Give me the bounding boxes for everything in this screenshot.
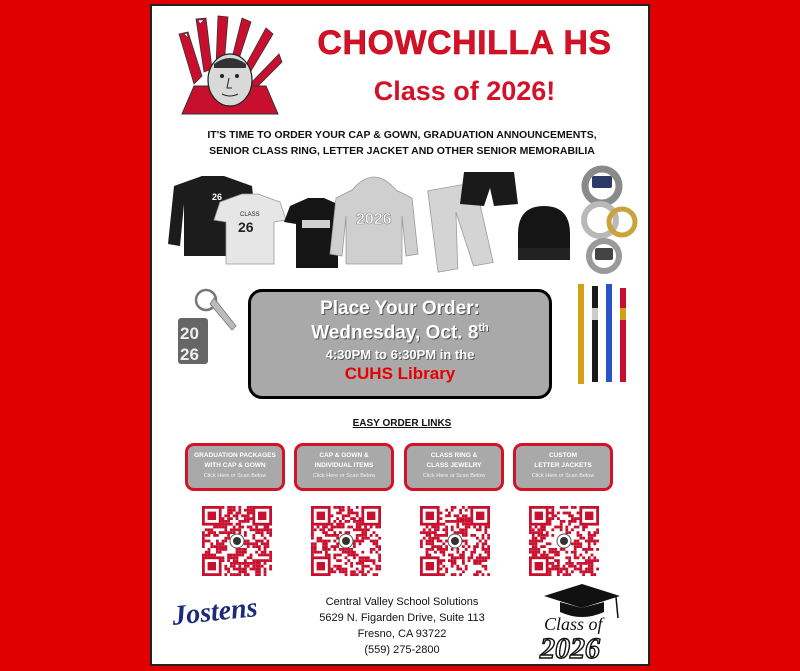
button-subtext: Click Here or Scan Below <box>531 473 595 479</box>
street-address: 5629 N. Figarden Drive, Suite 113 <box>319 612 485 624</box>
hoodie-text: 2026 <box>356 211 392 228</box>
flyer <box>150 4 650 666</box>
order-info-box <box>248 289 552 399</box>
button-line-2: INDIVIDUAL ITEMS <box>314 462 374 469</box>
tassels-image <box>572 280 640 388</box>
phone-number: (559) 275-2800 <box>364 644 440 656</box>
class-year-title: Class of 2026! <box>373 76 556 106</box>
class-of-2026-logo <box>530 578 640 664</box>
button-subtext: Click Here or Scan Below <box>312 473 376 479</box>
button-line-2: LETTER JACKETS <box>534 462 592 469</box>
merchandise-image <box>162 164 642 276</box>
order-date-text: Wednesday, Oct. 8 <box>311 322 479 344</box>
order-title: Place Your Order: <box>320 298 480 319</box>
button-line-1: CUSTOM <box>548 452 578 459</box>
gray-hoodie-image <box>330 177 418 264</box>
button-subtext: Click Here or Scan Below <box>203 473 267 479</box>
order-time: 4:30PM to 6:30PM in the <box>325 347 475 363</box>
button-line-1: CAP & GOWN & <box>319 452 369 459</box>
tshirt-year-text: 26 <box>238 219 254 235</box>
tshirt-class-text: CLASS <box>240 212 260 218</box>
qr-code-graduation-packages[interactable] <box>202 506 272 576</box>
shorts-image <box>460 172 518 206</box>
order-location: CUHS Library <box>344 364 456 384</box>
intro-text <box>172 127 632 159</box>
class-ring-jewelry-button[interactable] <box>404 443 504 491</box>
class-rings-image <box>584 169 635 271</box>
beanie-image <box>518 206 570 260</box>
jostens-logo: Jostens <box>170 592 259 632</box>
mascot-headdress-image <box>174 14 284 122</box>
school-name: CHOWCHILLA HS <box>317 24 612 62</box>
intro-line-1: IT'S TIME TO ORDER YOUR CAP & GOWN, GRADUATION ANNOUNCEMENTS, <box>207 129 597 141</box>
sweatshirt-text: 26 <box>212 192 223 202</box>
button-line-1: GRADUATION PACKAGES <box>194 452 276 459</box>
keychain-line-2: 26 <box>180 345 199 364</box>
letter-jackets-button[interactable] <box>513 443 613 491</box>
qr-code-class-ring[interactable] <box>420 506 490 576</box>
qr-code-letter-jackets[interactable] <box>529 506 599 576</box>
keychain-image <box>170 284 240 366</box>
qr-code-cap-gown[interactable] <box>311 506 381 576</box>
company-name: Central Valley School Solutions <box>325 596 479 608</box>
company-address <box>282 594 522 658</box>
logo-class-text: Class of <box>544 614 603 634</box>
button-line-2: CLASS JEWELRY <box>426 462 482 469</box>
easy-order-links-heading: EASY ORDER LINKS <box>352 418 452 429</box>
cap-gown-items-button[interactable] <box>294 443 394 491</box>
order-date-suffix: th <box>478 322 489 334</box>
keychain-line-1: 20 <box>180 324 199 343</box>
button-line-1: CLASS RING & <box>430 452 478 459</box>
graduation-packages-button[interactable] <box>185 443 285 491</box>
button-subtext: Click Here or Scan Below <box>422 473 486 479</box>
logo-year-text: 2026 <box>540 632 600 664</box>
button-line-2: WITH CAP & GOWN <box>204 462 266 469</box>
city-state-zip: Fresno, CA 93722 <box>357 628 447 640</box>
order-date <box>251 322 549 344</box>
intro-line-2: SENIOR CLASS RING, LETTER JACKET AND OTHER SENIOR MEMORABILIA <box>209 145 595 157</box>
